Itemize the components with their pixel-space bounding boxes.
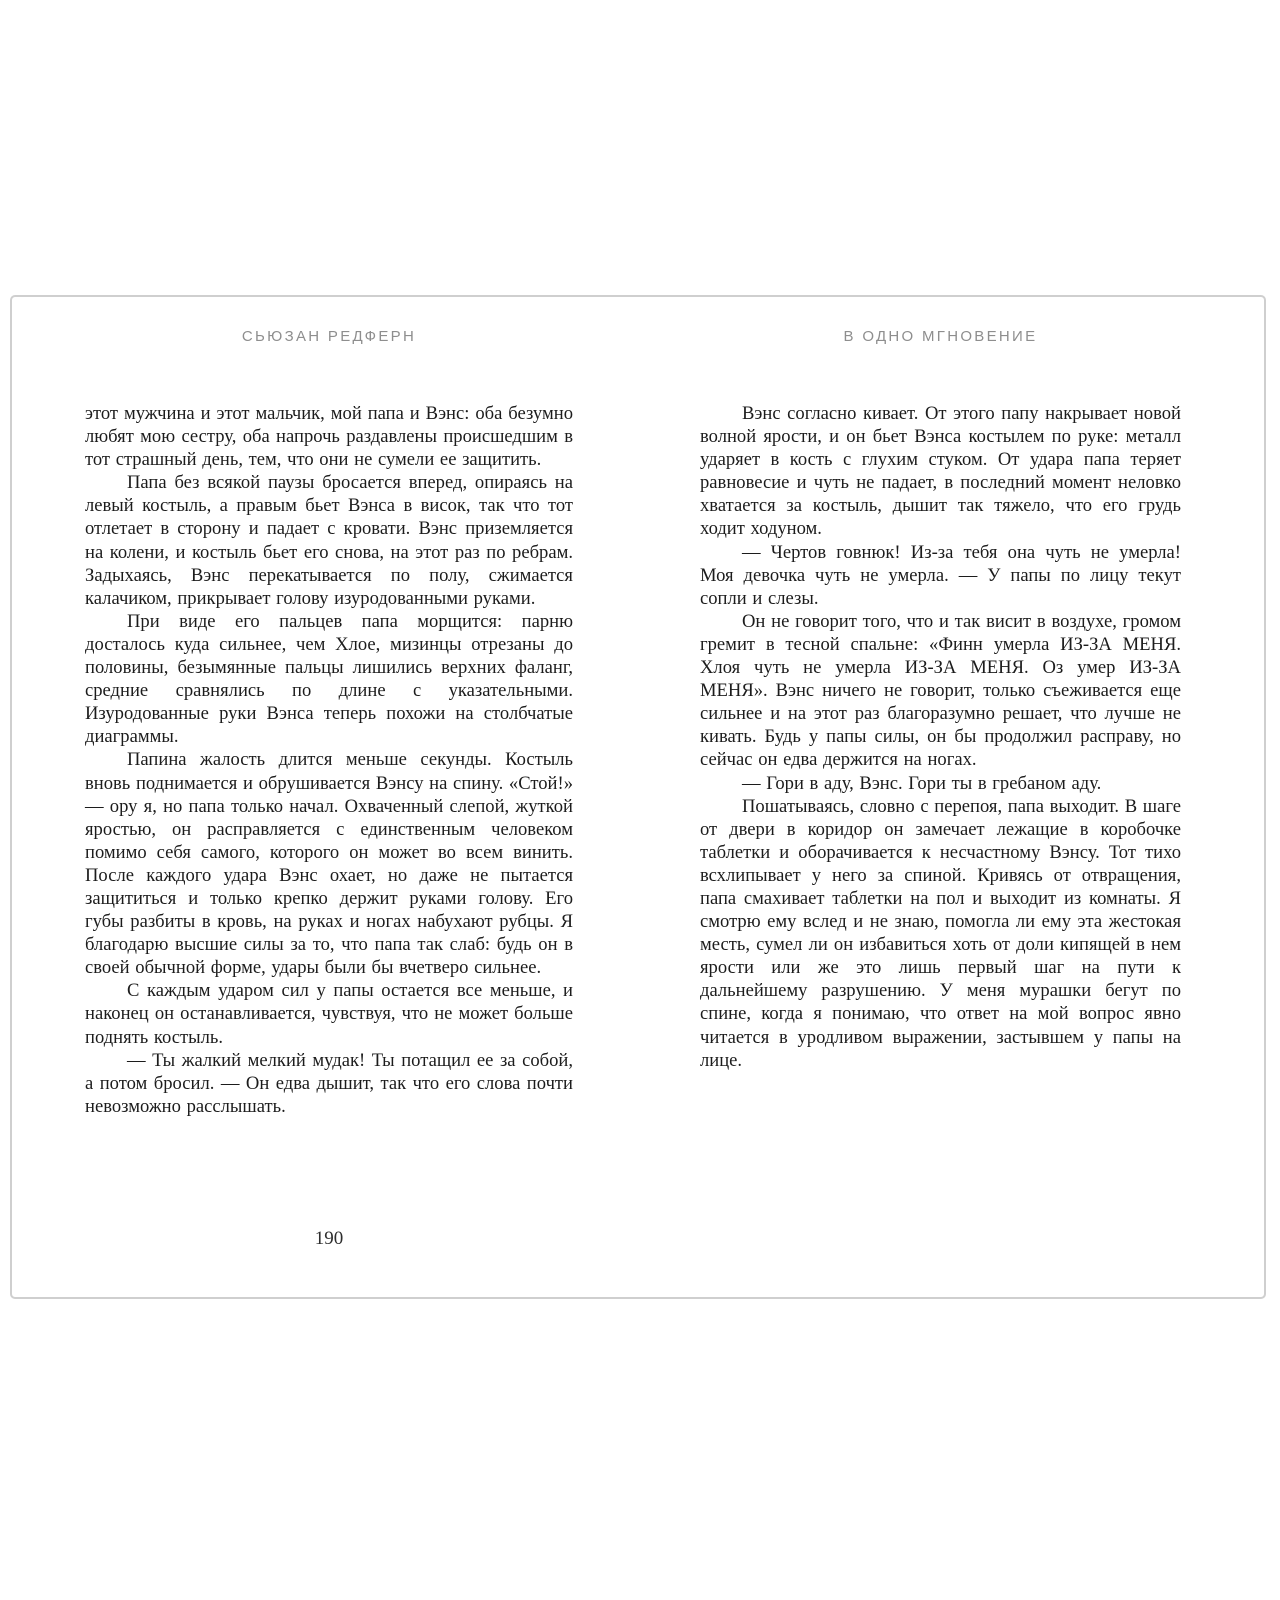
paragraph: — Ты жалкий мелкий мудак! Ты потащил ее за собой, а потом бросил. — Он едва дышит, так что его слова почти невозможно расслышать. <box>85 1049 573 1117</box>
page-right <box>700 328 1181 1072</box>
paragraph: Пошатываясь, словно с перепоя, папа выходит. В шаге от двери в коридор он замечает лежащие в коробочке таблетки и оборачивается к несчастному Вэнсу. Тот тихо всхлипывает у него за спиной. Кривясь от отвращения, папа смахивает таблетки на пол и выходит из комнаты. Я смотрю ему вслед и не знаю, помогла ли ему эта жестокая месть, сумел ли он избавиться хоть от доли кипящей в нем ярости или же это лишь первый шаг на пути к дальнейшему разрушению. У меня мурашки бегут по спине, когда я понимаю, что ответ на мой вопрос явно читается в уродливом выражении, застывшем у папы на лице. <box>700 795 1181 1071</box>
page-left <box>85 328 573 1118</box>
page-number: 190 <box>314 1228 344 1249</box>
paragraph: Папина жалость длится меньше секунды. Костыль вновь поднимается и обрушивается Вэнсу на спину. «Стой!» — ору я, но папа только начал. Охваченный слепой, жуткой яростью, он расправляется с единственным человеком помимо себя самого, которого он может во всем винить. После каждого удара Вэнс охает, но даже не пытается защититься и только крепко держит руками голову. Его губы разбиты в кровь, на руках и ногах набухают рубцы. Я благодарю высшие силы за то, что папа так слаб: будь он в своей обычной форме, удары были бы вчетверо сильнее. <box>85 749 573 979</box>
paragraph: Вэнс согласно кивает. От этого папу накрывает новой волной ярости, и он бьет Вэнса костылем по руке: металл ударяет в кость с глухим стуком. От удара папа теряет равновесие и чуть не падает, в последний момент неловко хватается за костыль, дышит так тяжело, что его грудь ходит ходуном. <box>700 403 1181 540</box>
paragraph: При виде его пальцев папа морщится: парню досталось куда сильнее, чем Хлое, мизинцы отрезаны до половины, безымянные пальцы лишились верхних фаланг, средние сравнялись по длине с указательными. Изуродованные руки Вэнса теперь похожи на столбчатые диаграммы. <box>85 610 573 748</box>
paragraph: С каждым ударом сил у папы остается все меньше, и наконец он останавливается, чувствуя, что не может больше поднять костыль. <box>85 980 573 1048</box>
running-head-author: СЬЮЗАН РЕДФЕРН <box>241 328 417 345</box>
running-head-title: В ОДНО МГНОВЕНИЕ <box>843 328 1038 345</box>
paragraph: этот мужчина и этот мальчик, мой папа и Вэнс: оба безумно любят мою сестру, оба напрочь раздавлены происшедшим в тот страшный день, тем, что они не сумели ее защитить. <box>85 403 573 471</box>
text-column-left <box>85 402 573 1118</box>
paragraph: Папа без всякой паузы бросается вперед, опираясь на левый костыль, а правым бьет Вэнса в висок, так что тот отлетает в сторону и падает с кровати. Вэнс приземляется на колени, и костыль бьет его снова, на этот раз по ребрам. Задыхаясь, Вэнс перекатывается по полу, сжимается калачиком, прикрывает голову изуродованными руками. <box>85 472 573 609</box>
paragraph: — Чертов говнюк! Из-за тебя она чуть не умерла! Моя девочка чуть не умерла. — У папы по лицу текут сопли и слезы. <box>700 541 1181 609</box>
paragraph: — Гори в аду, Вэнс. Гори ты в гребаном аду. <box>742 772 1102 794</box>
paragraph: Он не говорит того, что и так висит в воздухе, громом гремит в тесной спальне: «Финн умерла ИЗ-ЗА МЕНЯ. Хлоя чуть не умерла ИЗ-ЗА МЕНЯ. Оз умер ИЗ-ЗА МЕНЯ». Вэнс ничего не говорит, только съеживается еще сильнее и на этот раз благоразумно решает, что лучше не кивать. Будь у папы силы, он бы продолжил расправу, но сейчас он едва держится на ногах. <box>700 610 1181 771</box>
text-column-right <box>700 402 1181 1072</box>
